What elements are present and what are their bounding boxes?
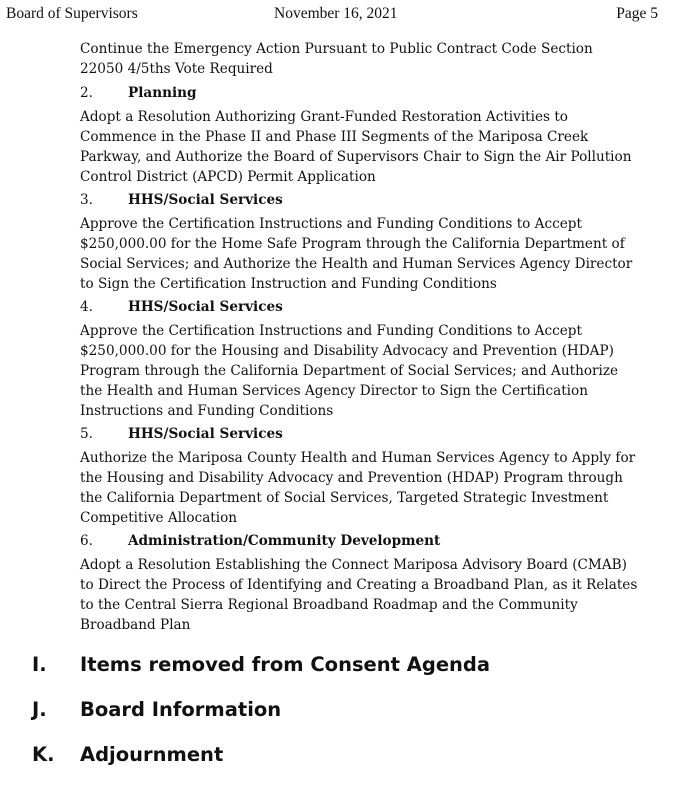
agenda-item-heading [80, 531, 670, 551]
agenda-item-heading [80, 83, 670, 103]
text-line: Social Services; and Authorize the Health and Human Services Agency Director [80, 256, 633, 272]
text-line: the Health and Human Services Agency Director to Sign the Certification [80, 383, 588, 399]
page-header [6, 4, 658, 24]
text-line: Broadband Plan [80, 617, 191, 633]
agenda-item-description [80, 321, 670, 421]
text-line: Parkway, and Authorize the Board of Supervisors Chair to Sign the Air Pollution [80, 149, 632, 165]
item-category: Planning [128, 85, 197, 101]
section-letter: I. [32, 653, 47, 676]
agenda-item-heading [80, 190, 670, 210]
text-line: to the Central Sierra Regional Broadband Roadmap and the Community [80, 597, 578, 613]
item-number: 5. [80, 426, 93, 442]
agenda-item-description [80, 214, 670, 294]
text-line: Approve the Certification Instructions and Funding Conditions to Accept [80, 216, 582, 232]
item-number: 2. [80, 85, 93, 101]
text-line: to Direct the Process of Identifying and Creating a Broadband Plan, as it Relates [80, 577, 638, 593]
text-line: Competitive Allocation [80, 510, 238, 526]
text-line: 22050 4/5ths Vote Required [80, 61, 273, 77]
text-line: Commence in the Phase II and Phase III Segments of the Mariposa Creek [80, 129, 589, 145]
continuation-text [80, 39, 670, 79]
section-title: Board Information [80, 698, 282, 721]
header-page-number: Page 5 [616, 5, 658, 22]
item-category: HHS/Social Services [128, 192, 283, 208]
item-category: HHS/Social Services [128, 299, 283, 315]
item-number: 3. [80, 192, 93, 208]
text-line: $250,000.00 for the Housing and Disability Advocacy and Prevention (HDAP) [80, 343, 614, 359]
header-board-name: Board of Supervisors [6, 5, 138, 22]
agenda-item-description [80, 107, 670, 187]
section-letter: K. [32, 743, 55, 766]
text-line: Adopt a Resolution Establishing the Connect Mariposa Advisory Board (CMAB) [80, 557, 627, 573]
item-category: HHS/Social Services [128, 426, 283, 442]
text-line: $250,000.00 for the Home Safe Program through the California Department of [80, 236, 625, 252]
agenda-item-heading [80, 424, 670, 444]
item-category: Administration/Community Development [128, 533, 441, 549]
text-line: Adopt a Resolution Authorizing Grant-Funded Restoration Activities to [80, 109, 568, 125]
item-number: 4. [80, 299, 93, 315]
agenda-item-description [80, 448, 670, 528]
text-line: Control District (APCD) Permit Application [80, 169, 376, 185]
section-title: Adjournment [80, 743, 224, 766]
text-line: the Housing and Disability Advocacy and Prevention (HDAP) Program through [80, 470, 623, 486]
item-number: 6. [80, 533, 93, 549]
header-date: November 16, 2021 [274, 5, 398, 22]
text-line: the California Department of Social Services, Targeted Strategic Investment [80, 490, 609, 506]
section-title: Items removed from Consent Agenda [80, 653, 491, 676]
text-line: Program through the California Department of Social Services; and Authorize [80, 363, 619, 379]
section-letter: J. [32, 698, 47, 721]
text-line: Approve the Certification Instructions and Funding Conditions to Accept [80, 323, 582, 339]
text-line: Instructions and Funding Conditions [80, 403, 334, 419]
agenda-item-description [80, 555, 670, 635]
agenda-item-heading [80, 297, 670, 317]
text-line: Continue the Emergency Action Pursuant to Public Contract Code Section [80, 41, 593, 57]
text-line: to Sign the Certification Instruction and Funding Conditions [80, 276, 497, 292]
text-line: Authorize the Mariposa County Health and Human Services Agency to Apply for [80, 450, 636, 466]
